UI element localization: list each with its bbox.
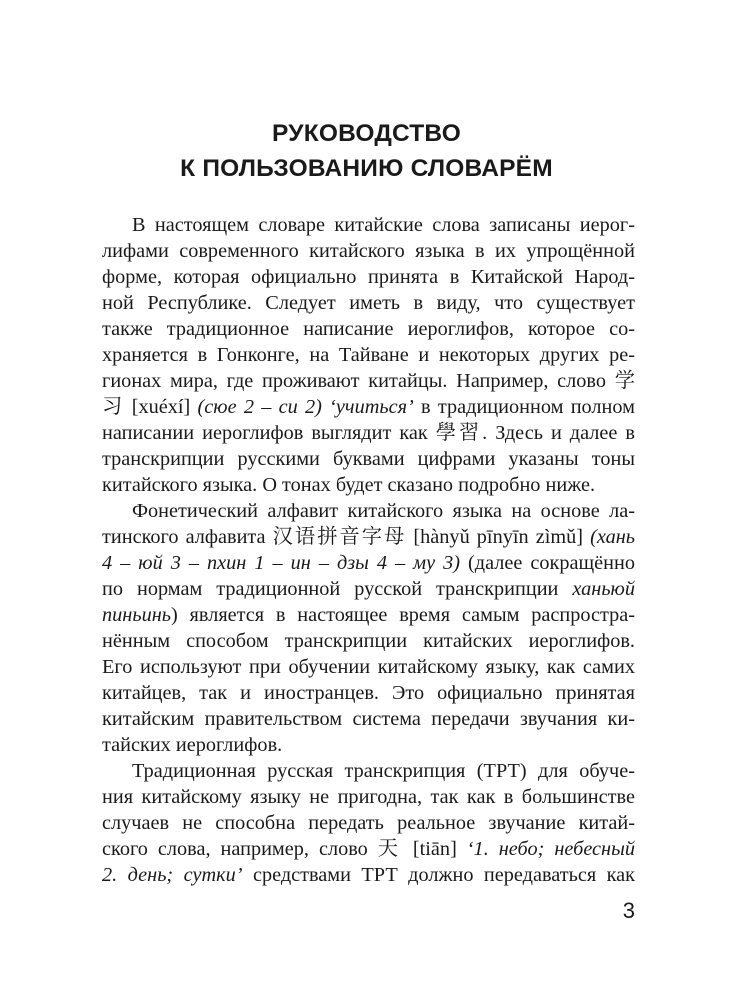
text-line: лифами современного китайского языка в их упрощённой xyxy=(102,240,635,262)
text-run: средствами ТРТ должно передаваться как xyxy=(242,864,635,886)
text-run: 习 [xuéxí] xyxy=(102,396,198,418)
text-line: гионах мира, где проживают китайцы. Например, слово 学 xyxy=(102,370,635,392)
italic-run: (хань xyxy=(590,526,635,548)
text-line: китайским правительством система передачи звучания ки- xyxy=(102,708,635,730)
text-line: Традиционная русская транскрипция (ТРТ) для обуче- xyxy=(132,760,635,782)
text-line: Фонетический алфавит китайского языка на основе ла- xyxy=(132,500,635,522)
text-line: случаев не способна передать реальное звучание китай- xyxy=(102,812,635,834)
text-run: (далее сокращённо xyxy=(460,552,635,574)
text-run: тинского алфавита 汉语拼音字母 [hànyǔ pīnyīn zìmǔ] xyxy=(102,526,591,548)
text-run: в традиционном полном xyxy=(413,396,635,418)
text-line xyxy=(102,836,635,862)
text-line: китайцев, так и иностранцев. Это официально принятая xyxy=(102,682,635,704)
text-line: также традиционное написание иероглифов, которое со- xyxy=(102,318,635,340)
text-line: форме, которая официально принята в Китайской Народ- xyxy=(102,266,635,288)
text-line: написании иероглифов выглядит как 學習. Здесь и далее в xyxy=(102,422,635,444)
text-line: Его используют при обучении китайскому языку, как самих xyxy=(102,656,635,678)
italic-run: ханьюй xyxy=(572,578,635,600)
text-line xyxy=(102,862,635,888)
italic-run: пиньинь xyxy=(102,604,172,626)
text-line: ния китайскому языку не пригодна, так как в большинстве xyxy=(102,786,635,808)
page-title-line-2: К ПОЛЬЗОВАНИЮ СЛОВАРЁМ xyxy=(180,155,553,182)
text-line: транскрипции русскими буквами цифрами указаны тоны xyxy=(102,448,635,470)
italic-run: 2. день; сутки’ xyxy=(102,864,243,886)
italic-run: ‘1. небо; небесный xyxy=(466,838,635,860)
text-line xyxy=(102,550,635,576)
text-line: ной Республике. Следует иметь в виду, что существует xyxy=(102,292,635,314)
text-line xyxy=(102,524,635,550)
text-run: по нормам традиционной русской транскрипции xyxy=(102,578,573,600)
text-line: тайских иероглифов. xyxy=(102,734,283,756)
italic-run: (сюе 2 – си 2) ‘учиться’ xyxy=(197,396,414,418)
text-line xyxy=(102,602,635,628)
text-line: нённым способом транскрипции китайских иероглифов. xyxy=(102,630,635,652)
text-run: ) является в настоящее время самым распростра- xyxy=(171,604,635,626)
text-run: ского слова, например, слово 天 [tiān] xyxy=(102,838,467,860)
text-line: В настоящем словаре китайские слова записаны иерог- xyxy=(132,214,635,236)
page-title-line-1: РУКОВОДСТВО xyxy=(272,120,461,147)
text-line: храняется в Гонконге, на Тайване и некоторых других ре- xyxy=(102,344,635,366)
italic-run: 4 – юй 3 – пхин 1 – ин – дзы 4 – му 3) xyxy=(102,552,461,574)
text-line xyxy=(102,576,635,602)
page-number: 3 xyxy=(622,898,635,923)
text-line xyxy=(102,394,635,420)
text-line: китайского языка. О тонах будет сказано подробно ниже. xyxy=(102,474,596,496)
